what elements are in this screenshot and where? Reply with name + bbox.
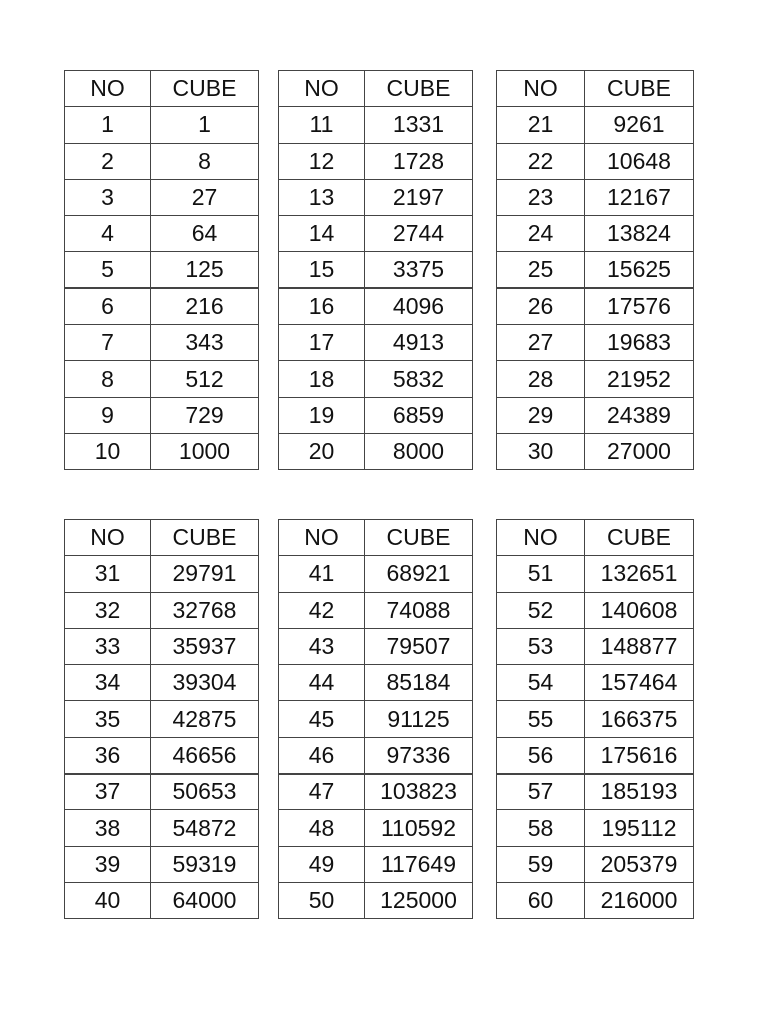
cube-header: CUBE	[585, 71, 694, 107]
no-cell: 59	[497, 846, 585, 882]
no-cell: 18	[279, 361, 365, 397]
table-header-row	[497, 520, 694, 556]
no-cell: 8	[65, 361, 151, 397]
no-cell: 34	[65, 665, 151, 701]
no-cell: 28	[497, 361, 585, 397]
cube-table-31-40	[64, 519, 259, 919]
table-row	[279, 774, 473, 810]
table-header-row	[65, 520, 259, 556]
table-row	[279, 216, 473, 252]
cube-cell: 6859	[365, 397, 473, 433]
cube-cell: 729	[151, 397, 259, 433]
no-header: NO	[65, 71, 151, 107]
cube-table-51-60	[496, 519, 694, 919]
table-header-row	[497, 71, 694, 107]
table-row	[65, 288, 259, 324]
table-row	[65, 846, 259, 882]
no-header: NO	[279, 520, 365, 556]
table-header-row	[279, 71, 473, 107]
no-cell: 54	[497, 665, 585, 701]
cube-cell: 5832	[365, 361, 473, 397]
table-row	[65, 592, 259, 628]
table-row	[65, 737, 259, 773]
table-row	[65, 361, 259, 397]
cube-cell: 216	[151, 288, 259, 324]
cube-cell: 15625	[585, 252, 694, 288]
cube-cell: 2197	[365, 179, 473, 215]
cube-cell: 1000	[151, 433, 259, 469]
table-row	[497, 810, 694, 846]
no-cell: 46	[279, 737, 365, 773]
table-row	[279, 252, 473, 288]
table-row	[65, 325, 259, 361]
table-row	[279, 433, 473, 469]
cube-cell: 64	[151, 216, 259, 252]
no-cell: 33	[65, 628, 151, 664]
no-cell: 43	[279, 628, 365, 664]
table-row	[65, 665, 259, 701]
cube-cell: 32768	[151, 592, 259, 628]
cube-cell: 205379	[585, 846, 694, 882]
cube-cell: 24389	[585, 397, 694, 433]
no-cell: 60	[497, 882, 585, 918]
cube-cell: 1331	[365, 107, 473, 143]
table-row	[497, 397, 694, 433]
no-header: NO	[279, 71, 365, 107]
table-row	[279, 325, 473, 361]
no-cell: 32	[65, 592, 151, 628]
no-cell: 47	[279, 774, 365, 810]
cube-header: CUBE	[585, 520, 694, 556]
no-cell: 52	[497, 592, 585, 628]
cube-cell: 148877	[585, 628, 694, 664]
cube-cell: 195112	[585, 810, 694, 846]
table-row	[497, 216, 694, 252]
no-cell: 10	[65, 433, 151, 469]
no-cell: 7	[65, 325, 151, 361]
no-cell: 23	[497, 179, 585, 215]
table-row	[497, 361, 694, 397]
table-row	[279, 737, 473, 773]
cube-cell: 10648	[585, 143, 694, 179]
no-cell: 48	[279, 810, 365, 846]
cube-cell: 4096	[365, 288, 473, 324]
no-cell: 20	[279, 433, 365, 469]
cube-table-41-50	[278, 519, 473, 919]
table-row	[497, 628, 694, 664]
no-cell: 2	[65, 143, 151, 179]
cube-cell: 175616	[585, 737, 694, 773]
table-row	[279, 397, 473, 433]
cube-cell: 8000	[365, 433, 473, 469]
table-row	[65, 179, 259, 215]
no-cell: 42	[279, 592, 365, 628]
table-row	[497, 143, 694, 179]
no-cell: 6	[65, 288, 151, 324]
table-row	[279, 361, 473, 397]
table-row	[65, 774, 259, 810]
cube-cell: 46656	[151, 737, 259, 773]
cube-cell: 12167	[585, 179, 694, 215]
no-cell: 35	[65, 701, 151, 737]
cube-cell: 19683	[585, 325, 694, 361]
table-header-row	[279, 520, 473, 556]
no-cell: 50	[279, 882, 365, 918]
cube-cell: 132651	[585, 556, 694, 592]
no-cell: 9	[65, 397, 151, 433]
table-row	[279, 143, 473, 179]
table-row	[497, 737, 694, 773]
table-row	[497, 433, 694, 469]
cube-cell: 27000	[585, 433, 694, 469]
table-row	[65, 107, 259, 143]
cube-cell: 110592	[365, 810, 473, 846]
no-cell: 38	[65, 810, 151, 846]
cube-cell: 79507	[365, 628, 473, 664]
table-row	[497, 288, 694, 324]
table-row	[65, 810, 259, 846]
no-cell: 51	[497, 556, 585, 592]
cube-cell: 185193	[585, 774, 694, 810]
cube-cell: 27	[151, 179, 259, 215]
table-row	[497, 592, 694, 628]
no-cell: 39	[65, 846, 151, 882]
no-cell: 57	[497, 774, 585, 810]
cube-cell: 42875	[151, 701, 259, 737]
no-cell: 29	[497, 397, 585, 433]
no-cell: 24	[497, 216, 585, 252]
no-cell: 22	[497, 143, 585, 179]
no-cell: 31	[65, 556, 151, 592]
no-cell: 44	[279, 665, 365, 701]
table-row	[279, 701, 473, 737]
no-cell: 16	[279, 288, 365, 324]
no-cell: 4	[65, 216, 151, 252]
cube-cell: 9261	[585, 107, 694, 143]
cube-cell: 85184	[365, 665, 473, 701]
cube-cell: 91125	[365, 701, 473, 737]
table-row	[497, 107, 694, 143]
cube-cell: 59319	[151, 846, 259, 882]
cube-cell: 21952	[585, 361, 694, 397]
no-cell: 53	[497, 628, 585, 664]
table-row	[497, 252, 694, 288]
no-cell: 58	[497, 810, 585, 846]
cube-cell: 216000	[585, 882, 694, 918]
table-row	[279, 665, 473, 701]
cube-table-1-10	[64, 70, 259, 470]
cube-cell: 343	[151, 325, 259, 361]
no-cell: 36	[65, 737, 151, 773]
cube-cell: 35937	[151, 628, 259, 664]
cube-cell: 68921	[365, 556, 473, 592]
cube-cell: 166375	[585, 701, 694, 737]
no-cell: 25	[497, 252, 585, 288]
no-header: NO	[65, 520, 151, 556]
no-cell: 21	[497, 107, 585, 143]
cube-cell: 125000	[365, 882, 473, 918]
cube-cell: 29791	[151, 556, 259, 592]
no-cell: 1	[65, 107, 151, 143]
table-row	[497, 179, 694, 215]
table-row	[497, 882, 694, 918]
table-row	[279, 882, 473, 918]
table-row	[65, 556, 259, 592]
table-row	[65, 397, 259, 433]
cube-cell: 54872	[151, 810, 259, 846]
table-row	[65, 628, 259, 664]
table-row	[65, 701, 259, 737]
no-cell: 14	[279, 216, 365, 252]
table-row	[279, 179, 473, 215]
cube-cell: 512	[151, 361, 259, 397]
cube-cell: 74088	[365, 592, 473, 628]
cube-cell: 157464	[585, 665, 694, 701]
table-row	[497, 325, 694, 361]
no-cell: 37	[65, 774, 151, 810]
no-cell: 12	[279, 143, 365, 179]
no-cell: 26	[497, 288, 585, 324]
cube-cell: 8	[151, 143, 259, 179]
no-cell: 11	[279, 107, 365, 143]
table-row	[497, 701, 694, 737]
cube-cell: 1	[151, 107, 259, 143]
table-row	[65, 882, 259, 918]
no-cell: 56	[497, 737, 585, 773]
table-row	[279, 846, 473, 882]
cube-cell: 4913	[365, 325, 473, 361]
no-cell: 15	[279, 252, 365, 288]
no-cell: 49	[279, 846, 365, 882]
cube-cell: 17576	[585, 288, 694, 324]
cube-cell: 103823	[365, 774, 473, 810]
no-cell: 27	[497, 325, 585, 361]
table-row	[65, 216, 259, 252]
table-row	[279, 592, 473, 628]
table-row	[279, 810, 473, 846]
no-cell: 3	[65, 179, 151, 215]
no-cell: 5	[65, 252, 151, 288]
no-cell: 40	[65, 882, 151, 918]
no-cell: 19	[279, 397, 365, 433]
table-row	[497, 846, 694, 882]
table-row	[65, 252, 259, 288]
cube-table-21-30	[496, 70, 694, 470]
no-cell: 41	[279, 556, 365, 592]
table-header-row	[65, 71, 259, 107]
no-cell: 30	[497, 433, 585, 469]
cube-cell: 3375	[365, 252, 473, 288]
cube-cell: 140608	[585, 592, 694, 628]
table-row	[497, 556, 694, 592]
table-row	[65, 433, 259, 469]
no-cell: 45	[279, 701, 365, 737]
table-row	[279, 288, 473, 324]
cube-header: CUBE	[365, 520, 473, 556]
cube-cell: 1728	[365, 143, 473, 179]
table-row	[497, 774, 694, 810]
no-header: NO	[497, 520, 585, 556]
table-row	[65, 143, 259, 179]
cube-header: CUBE	[365, 71, 473, 107]
table-row	[279, 628, 473, 664]
no-cell: 55	[497, 701, 585, 737]
cube-cell: 125	[151, 252, 259, 288]
no-cell: 13	[279, 179, 365, 215]
table-row	[497, 665, 694, 701]
cube-table-11-20	[278, 70, 473, 470]
cube-header: CUBE	[151, 520, 259, 556]
cube-header: CUBE	[151, 71, 259, 107]
cube-cell: 39304	[151, 665, 259, 701]
cube-cell: 13824	[585, 216, 694, 252]
no-header: NO	[497, 71, 585, 107]
cube-cell: 64000	[151, 882, 259, 918]
cube-cell: 117649	[365, 846, 473, 882]
cube-cell: 2744	[365, 216, 473, 252]
table-row	[279, 107, 473, 143]
table-row	[279, 556, 473, 592]
cube-cell: 50653	[151, 774, 259, 810]
cube-cell: 97336	[365, 737, 473, 773]
no-cell: 17	[279, 325, 365, 361]
